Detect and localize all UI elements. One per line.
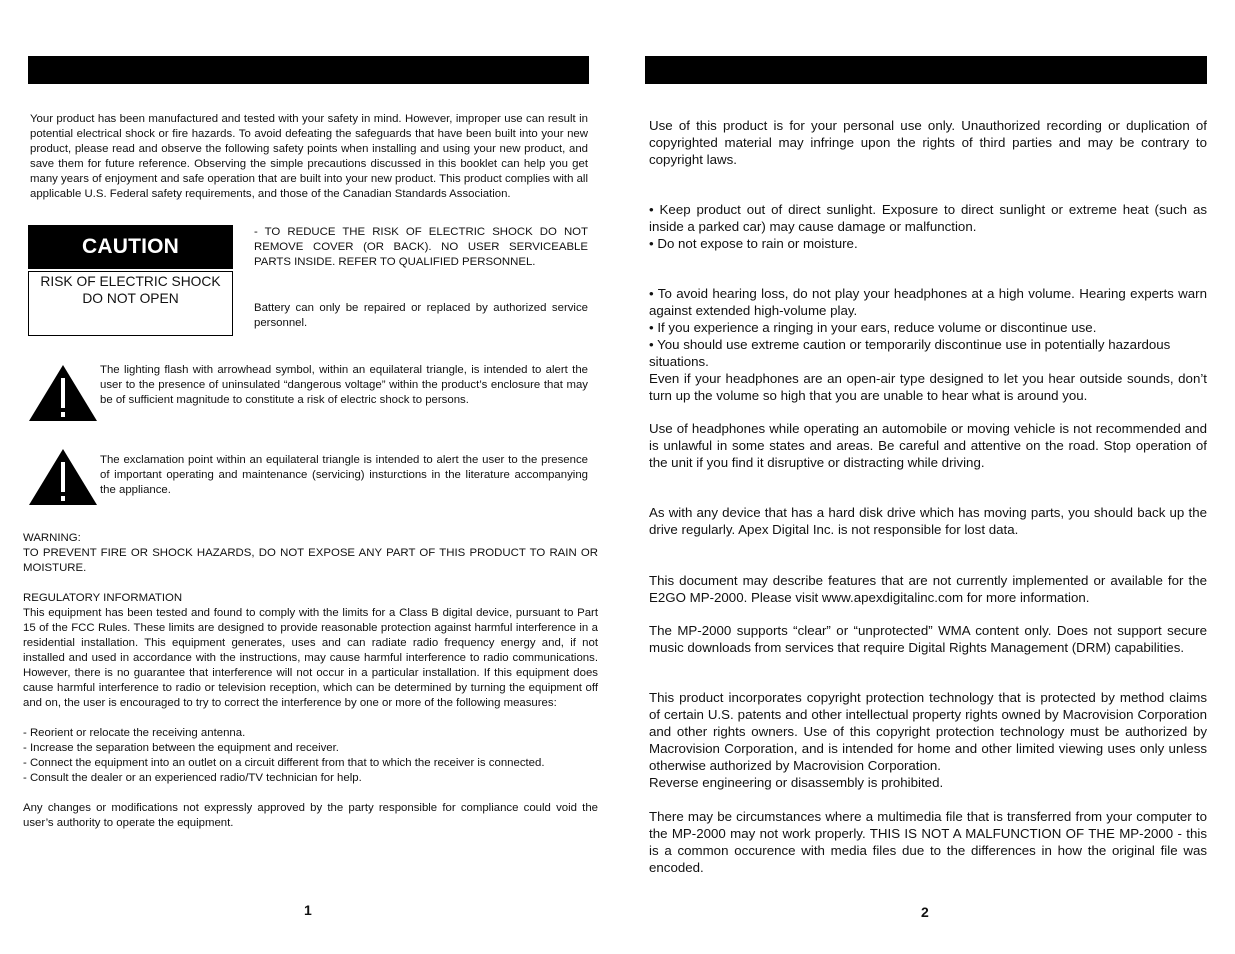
sunlight-text: • Keep product out of direct sunlight. Exposure to direct sunlight or extreme heat (such as inside a parked car) may cause damage or malfunction.	[649, 202, 1207, 234]
changes-text: Any changes or modifications not expressly approved by the party responsible for compliance could void the user’s authority to operate the equipment.	[23, 802, 598, 829]
warning-text: TO PREVENT FIRE OR SHOCK HAZARDS, DO NOT EXPOSE ANY PART OF THIS PRODUCT TO RAIN OR MOISTURE.	[23, 547, 598, 574]
caution-text: - TO REDUCE THE RISK OF ELECTRIC SHOCK DO NOT REMOVE COVER (OR BACK). NO USER SERVICEABLE PARTS INSIDE. REFER TO QUALIFIED PERSONNEL.	[254, 226, 588, 268]
hearing-text: Even if your headphones are an open-air type designed to let you hear outside sounds, don’t turn up the volume so high that you are unable to hear what is around you.	[649, 371, 1207, 403]
regulatory-text: This equipment has been tested and found to comply with the limits for a Class B digital device, pursuant to Part 15 of the FCC Rules. These limits are designed to provide reasonable protection against harmful interference in a residential installation. This equipment generates, uses and can radiate radio frequency energy and, if not installed and used in accordance with the instructions, may cause harmful interference to radio communications. However, there is no guarantee that interference will not occur in a particular installation. If this equipment does cause harmful interference to radio or television reception, which can be determined by turning the equipment off and on, the user is encouraged to try to correct the interference by one or more of the following measures:	[23, 607, 598, 709]
reverse-engineering-text: Reverse engineering or disassembly is prohibited.	[649, 775, 944, 790]
exclamation-symbol-text: The exclamation point within an equilateral triangle is intended to alert the user to the presence of important operating and maintenance (servicing) insturctions in the literature accompanying the appliance.	[100, 454, 588, 496]
multimedia-text: There may be circumstances where a multimedia file that is transferred from your computer to the MP-2000 may not work properly. THIS IS NOT A MALFUNCTION OF THE MP-2000 - this is a common occurence with media files due to the differences in how the original file was encoded.	[649, 809, 1207, 875]
hearing-text: • If you experience a ringing in your ears, reduce volume or discontinue use.	[649, 320, 1097, 335]
exclamation-triangle-icon	[28, 364, 98, 422]
measure-item: - Connect the equipment into an outlet on a circuit different from that to which the receiver is connected.	[23, 757, 545, 769]
hearing-text: • To avoid hearing loss, do not play your headphones at a high volume. Hearing experts warn against extended high-volume play.	[649, 286, 1207, 318]
driving-text: Use of headphones while operating an automobile or moving vehicle is not recommended and is unlawful in some states and areas. Be careful and attentive on the road. Stop operation of the unit if you find it disruptive or distracting while driving.	[649, 421, 1207, 470]
macrovision-text: This product incorporates copyright protection technology that is protected by method claims of certain U.S. patents and other intellectual property rights owned by Macrovision Corporation and other rights owners. Use of this copyright protection technology must be authorized by Macrovision Corporation, and is intended for home and other limited viewing uses only unless otherwise authorized by Macrovision Corporation.	[649, 690, 1207, 773]
personal-use-text: Use of this product is for your personal use only. Unauthorized recording or duplication of copyrighted material may infringe upon the rights of third parties and may be contrary to copyright laws.	[649, 118, 1207, 167]
features-text: This document may describe features that are not currently implemented or available for the E2GO MP-2000. Please visit www.apexdigitalinc.com for more information.	[649, 573, 1207, 605]
caution-box: RISK OF ELECTRIC SHOCK DO NOT OPEN	[28, 271, 233, 336]
exclamation-triangle-icon	[28, 448, 98, 506]
caution-label: CAUTION	[28, 225, 233, 269]
hearing-text: • You should use extreme caution or temporarily discontinue use in potentially hazardous situations.	[649, 337, 1171, 369]
wma-text: The MP-2000 supports “clear” or “unprotected” WMA content only. Does not support secure music downloads from services that require Digital Rights Management (DRM) capabilities.	[649, 623, 1207, 655]
measure-item: - Consult the dealer or an experienced radio/TV technician for help.	[23, 772, 362, 784]
regulatory-title: REGULATORY INFORMATION	[23, 592, 183, 604]
hard-disk-text: As with any device that has a hard disk drive which has moving parts, you should back up the drive regularly. Apex Digital Inc. is not responsible for lost data.	[649, 505, 1207, 537]
battery-text: Battery can only be repaired or replaced by authorized service personnel.	[254, 302, 588, 329]
lightning-symbol-text: The lighting flash with arrowhead symbol, within an equilateral triangle, is intended to alert the user to the presence of uninsulated “dangerous voltage” within the product’s enclosure that may be of sufficient magnitude to constitute a risk of electric shock to persons.	[100, 364, 588, 406]
left-header-bar	[28, 56, 589, 84]
warning-title: WARNING:	[23, 532, 81, 544]
page-number: 1	[304, 902, 312, 918]
measure-item: - Increase the separation between the equipment and receiver.	[23, 742, 339, 754]
measure-item: - Reorient or relocate the receiving antenna.	[23, 727, 246, 739]
rain-text: • Do not expose to rain or moisture.	[649, 236, 858, 251]
right-header-bar	[645, 56, 1207, 84]
page-number: 2	[921, 904, 929, 920]
intro-paragraph: Your product has been manufactured and tested with your safety in mind. However, improper use can result in potential electrical shock or fire hazards. To avoid defeating the safeguards that have been built into your new product, please read and observe the following safety points when installing and using your new product, and save them for future reference. Observing the simple precautions discussed in this booklet can help you get many years of enjoyment and safe operation that are built into your new product. This product complies with all applicable U.S. Federal safety requirements, and those of the Canadian Standards Association.	[30, 113, 588, 200]
